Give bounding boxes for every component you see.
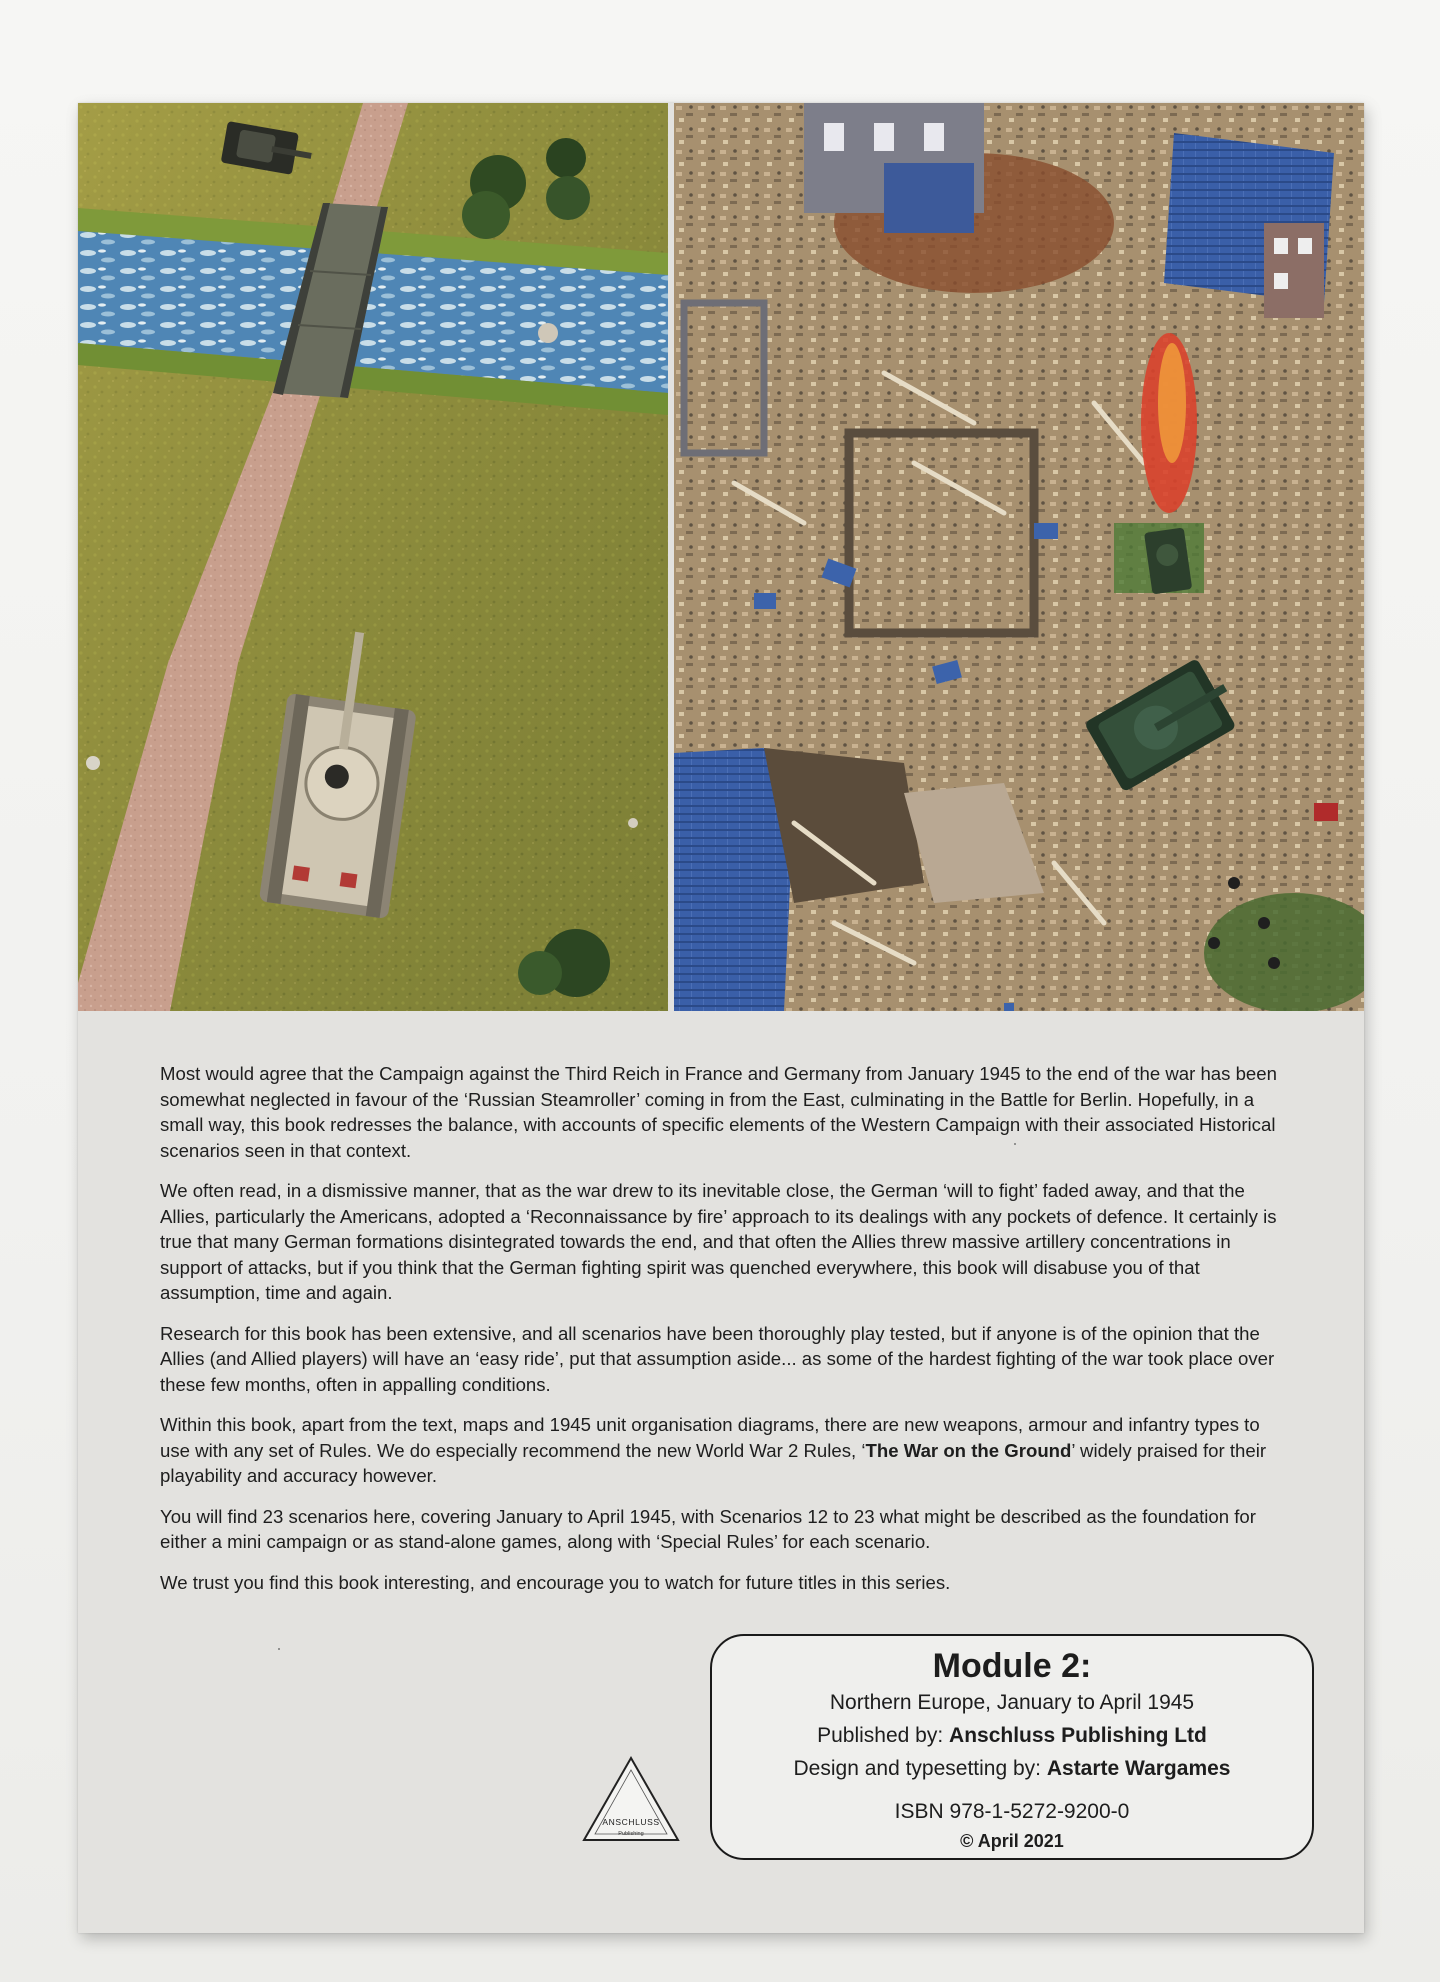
publisher-name: Anschluss Publishing Ltd <box>949 1724 1207 1747</box>
designer-name: Astarte Wargames <box>1046 1757 1231 1780</box>
paragraph-4 <box>160 1412 1288 1489</box>
river-bridge-scene <box>78 103 668 1011</box>
speck <box>1014 1143 1016 1145</box>
paragraph-4-end: ’ widely praised for their playability and accuracy however. <box>160 1439 1267 1486</box>
paragraph-5: You will find 23 scenarios here, covering January to April 1945, with Scenarios 12 to 23 what might be described as the foundation for either a mini campaign or as stand-alone games, along with ‘Special Rules’ for each scenario. <box>160 1505 1256 1552</box>
publisher-label: Published by: <box>817 1724 950 1747</box>
paragraph-1: Most would agree that the Campaign against the Third Reich in France and Germany from January 1945 to the end of the war has been somewhat neglected in favour of the ‘Russian Steamroller’ coming in from the East, culminating in the Battle for Berlin. Hopefully, in a small way, this book redresses the balance, with accounts of specific elements of the Western Campaign with their associated Historical scenarios seen in that context. <box>160 1063 1277 1161</box>
photo-ruined-town <box>674 103 1364 1011</box>
designer-label: Design and typesetting by: <box>793 1757 1047 1780</box>
logo-tagline: Publishing <box>618 1831 644 1837</box>
paragraph-2: We often read, in a dismissive manner, that as the war drew to its inevitable close, the German ‘will to fight’ faded away, and that the Allies, particularly the Americans, adopted a ‘Reconnaissance by fire’ approach to its dealings with any pockets of defence. It certainly is true that many German formations disintegrated towards the end, and that often the Allies threw massive artillery concentrations in support of attacks, but if you think that the German fighting spirit was quenched everywhere, this book will disabuse you of that assumption, time and again. <box>160 1180 1277 1303</box>
logo-name: ANSCHLUSS <box>602 1817 660 1827</box>
speck <box>278 1648 280 1650</box>
photo-river-bridge <box>78 103 668 1011</box>
module-title: Module 2: <box>932 1647 1092 1685</box>
copyright: © April 2021 <box>960 1831 1064 1851</box>
isbn: ISBN 978-1-5272-9200-0 <box>894 1800 1130 1823</box>
paragraph-4-start: Within this book, apart from the text, maps and 1945 unit organisation diagrams, there are new weapons, armour and infantry types to use with any set of Rules. We do especially recommend the new World War 2 Rules, ‘ <box>160 1414 1260 1461</box>
rules-title: The War on the Ground <box>865 1439 1072 1461</box>
module-subtitle: Northern Europe, January to April 1945 <box>829 1691 1195 1714</box>
designer-line <box>712 1752 1312 1785</box>
paragraph-3: Research for this book has been extensive, and all scenarios have been thoroughly play tested, but if anyone is of the opinion that the Allies (and Allied players) will have an ‘easy ride’, put that assumption aside... as some of the hardest fighting of the war took place over these few months, often in appalling conditions. <box>160 1322 1275 1395</box>
module-info-box <box>710 1634 1314 1860</box>
blurb-text <box>160 1061 1288 1595</box>
triangle-logo-icon <box>581 1756 681 1844</box>
ruined-town-scene <box>674 103 1364 1011</box>
publisher-line <box>712 1719 1312 1752</box>
publisher-logo <box>581 1756 681 1844</box>
book-back-cover <box>78 103 1364 1933</box>
paragraph-6: We trust you find this book interesting, and encourage you to watch for future titles in this series. <box>160 1571 951 1593</box>
